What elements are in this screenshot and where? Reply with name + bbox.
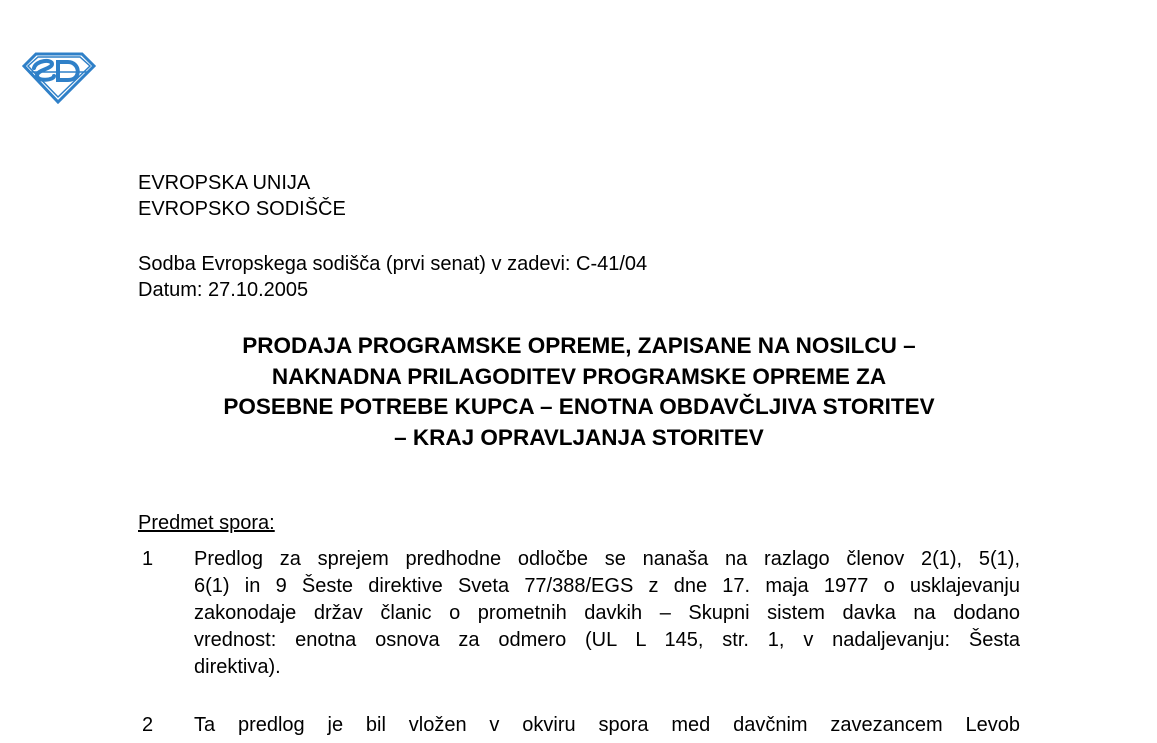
paragraph-line: Ta predlog je bil vložen v okviru spora med davčnim zavezancem Levob [194, 714, 1020, 736]
court-logo [22, 50, 96, 104]
paragraph-number: 2 [142, 714, 154, 736]
court-header [138, 170, 346, 222]
paragraph-2 [138, 712, 1020, 739]
paragraph-line: zakonodaje držav članic o prometnih davkih – Skupni sistem davka na dodano [194, 602, 1020, 624]
paragraph-text [194, 712, 1020, 739]
paragraph-line: vrednost: enotna osnova za odmero (UL L 145, str. 1, v nadaljevanju: Šesta [194, 629, 1020, 651]
paragraph-line: Predlog za sprejem predhodne odločbe se nanaša na razlago členov 2(1), 5(1), [194, 548, 1020, 570]
header-union: EVROPSKA UNIJA [138, 172, 311, 194]
title-line: PRODAJA PROGRAMSKE OPREME, ZAPISANE NA NOSILCU – [242, 333, 916, 358]
title-line: – KRAJ OPRAVLJANJA STORITEV [394, 424, 764, 450]
document-title [138, 331, 1020, 453]
paragraph-1 [138, 546, 1020, 681]
title-line: POSEBNE POTREBE KUPCA – ENOTNA OBDAVČLJIVA STORITEV [223, 394, 935, 419]
diamond-logo-icon [22, 50, 96, 104]
case-info [138, 251, 647, 303]
judgment-date: Datum: 27.10.2005 [138, 279, 309, 301]
paragraph-line: 6(1) in 9 Šeste direktive Sveta 77/388/EGS z dne 17. maja 1977 o usklajevanju [194, 575, 1020, 597]
title-line: NAKNADNA PRILAGODITEV PROGRAMSKE OPREME ZA [271, 363, 887, 389]
paragraph-number: 1 [142, 548, 154, 570]
section-heading: Predmet spora: [138, 512, 275, 534]
paragraph-line: direktiva). [194, 656, 281, 678]
paragraph-text [194, 546, 1020, 681]
header-court: EVROPSKO SODIŠČE [138, 198, 346, 220]
judgment-reference: Sodba Evropskega sodišča (prvi senat) v zadevi: C-41/04 [138, 253, 648, 275]
